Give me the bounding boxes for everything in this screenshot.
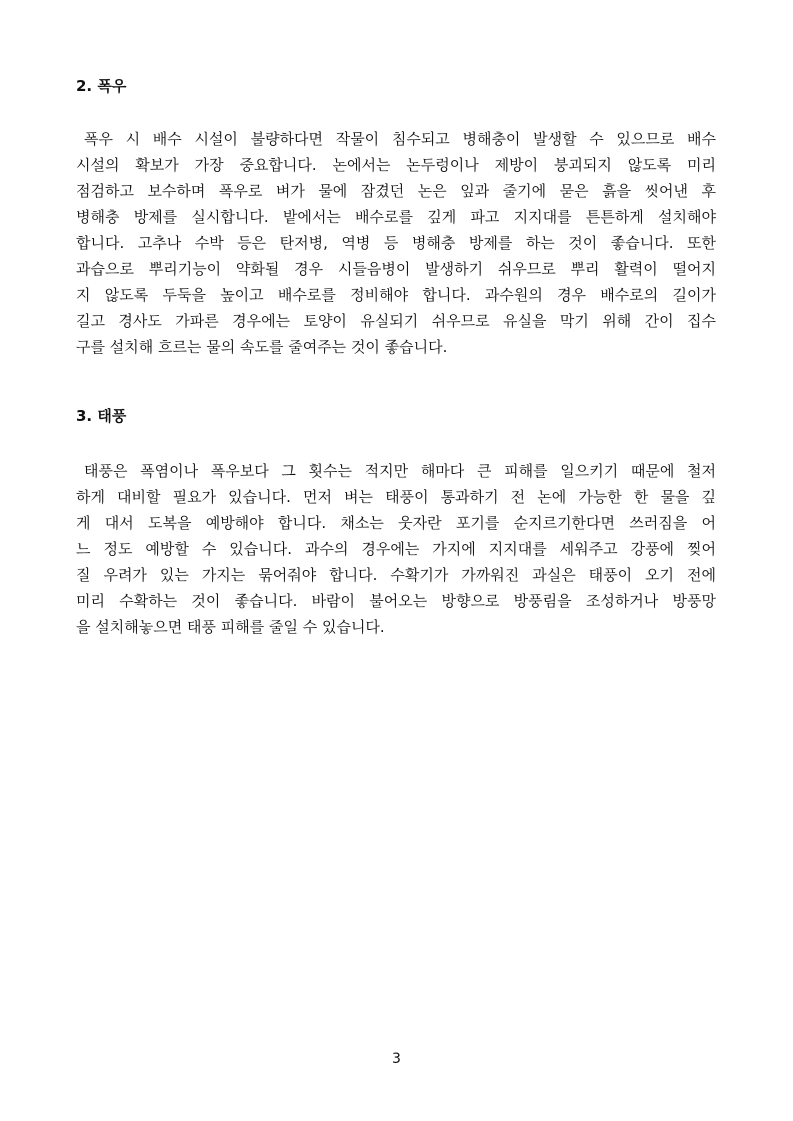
section-heading-heavy-rain: 2. 폭우: [76, 77, 127, 95]
paragraph-line: 구를 설치해 흐르는 물의 속도를 줄여주는 것이 좋습니다.: [76, 338, 448, 356]
paragraph-line: 질 우려가 있는 가지는 묶어줘야 합니다. 수확기가 가까워진 과실은 태풍이 오기 전에: [76, 566, 716, 584]
paragraph-line: 태풍은 폭염이나 폭우보다 그 횟수는 적지만 해마다 큰 피해를 일으키기 때문에 철저: [84, 462, 716, 480]
section-heading-typhoon: 3. 태풍: [76, 407, 127, 425]
page-number: 3: [392, 1051, 401, 1067]
paragraph-line: 폭우 시 배수 시설이 불량하다면 작물이 침수되고 병해충이 발생할 수 있으므로 배수: [84, 130, 716, 148]
paragraph-line: 게 대서 도복을 예방해야 합니다. 채소는 웃자란 포기를 순지르기한다면 쓰러짐을 어: [76, 514, 716, 532]
paragraph-line: 지 않도록 두둑을 높이고 배수로를 정비해야 합니다. 과수원의 경우 배수로의 길이가: [76, 286, 716, 304]
paragraph-line: 병해충 방제를 실시합니다. 밭에서는 배수로를 깊게 파고 지지대를 튼튼하게 설치해야: [76, 208, 716, 226]
paragraph-line: 하게 대비할 필요가 있습니다. 먼저 벼는 태풍이 통과하기 전 논에 가능한 한 물을 깊: [76, 488, 716, 506]
section-paragraph-typhoon: [76, 458, 716, 640]
paragraph-line: 시설의 확보가 가장 중요합니다. 논에서는 논두렁이나 제방이 붕괴되지 않도록 미리: [76, 156, 716, 174]
paragraph-line: 느 정도 예방할 수 있습니다. 과수의 경우에는 가지에 지지대를 세워주고 강풍에 찢어: [76, 540, 716, 558]
paragraph-line: 미리 수확하는 것이 좋습니다. 바람이 불어오는 방향으로 방풍림을 조성하거나 방풍망: [76, 592, 716, 610]
paragraph-line: 합니다. 고추나 수박 등은 탄저병, 역병 등 병해충 방제를 하는 것이 좋습니다. 또한: [76, 234, 716, 252]
paragraph-line: 과습으로 뿌리기능이 약화될 경우 시들음병이 발생하기 쉬우므로 뿌리 활력이 떨어지: [76, 260, 716, 278]
section-paragraph-heavy-rain: [76, 126, 716, 360]
paragraph-line: 을 설치해놓으면 태풍 피해를 줄일 수 있습니다.: [76, 618, 385, 636]
paragraph-line: 점검하고 보수하며 폭우로 벼가 물에 잠겼던 논은 잎과 줄기에 묻은 흙을 씻어낸 후: [76, 182, 716, 200]
paragraph-line: 길고 경사도 가파른 경우에는 토양이 유실되기 쉬우므로 유실을 막기 위해 간이 집수: [76, 312, 716, 330]
